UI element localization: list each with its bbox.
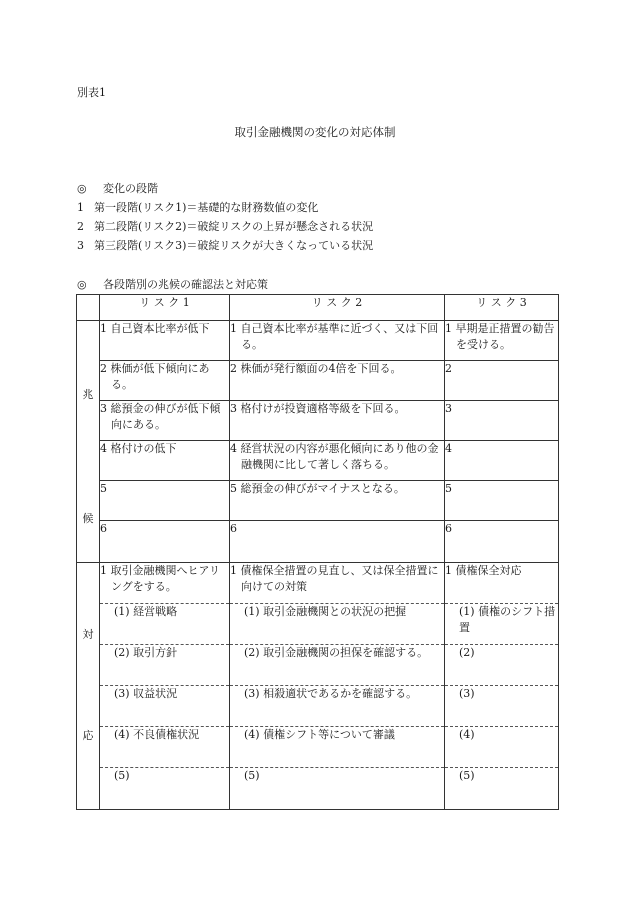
table-cell: 6 <box>100 521 230 563</box>
side-char: 候 <box>82 512 94 525</box>
stage-item <box>77 200 318 216</box>
risk-response-table <box>76 294 559 810</box>
appendix-label: 別表1 <box>77 86 106 99</box>
table-cell: 5 <box>445 481 559 521</box>
stage-number: 1 <box>77 201 84 214</box>
responses-section <box>77 563 559 810</box>
table-cell: (3) <box>445 686 559 727</box>
table-cell: 6 <box>445 521 559 563</box>
double-circle-icon: ◎ <box>77 278 87 291</box>
stage-item <box>77 219 373 235</box>
corner-cell <box>77 295 100 321</box>
table-cell: (5) <box>445 768 559 810</box>
section-measures-heading <box>77 277 268 293</box>
section-stages-heading <box>77 181 158 197</box>
header-risk1: リ ス ク 1 <box>100 295 230 321</box>
table-cell: (4) 不良債権状況 <box>100 727 230 768</box>
table-cell: (5) <box>100 768 230 810</box>
responses-side-label <box>77 563 100 810</box>
table-cell: 4 <box>445 441 559 481</box>
side-char: 兆 <box>82 388 94 401</box>
table-cell: 1 債権保全対応 <box>445 563 559 604</box>
double-circle-icon: ◎ <box>77 182 87 195</box>
section-heading-text: 各段階別の兆候の確認法と対応策 <box>103 278 268 291</box>
table-cell: (2) 取引方針 <box>100 645 230 686</box>
stage-text: 第一段階(リスク1)＝基礎的な財務数値の変化 <box>94 201 319 214</box>
stage-text: 第三段階(リスク3)＝破綻リスクが大きくなっている状況 <box>94 239 374 252</box>
stage-number: 2 <box>77 220 84 233</box>
section-heading-text: 変化の段階 <box>103 182 158 195</box>
table-cell: (3) 収益状況 <box>100 686 230 727</box>
header-risk3: リ ス ク 3 <box>445 295 559 321</box>
page-title: 取引金融機関の変化の対応体制 <box>234 125 396 139</box>
table-cell: 3 総預金の伸びが低下傾向にある。 <box>100 401 230 441</box>
table-cell: 2 株価が低下傾向にある。 <box>100 361 230 401</box>
table-cell: 3 <box>445 401 559 441</box>
table-cell: 5 総預金の伸びがマイナスとなる。 <box>230 481 445 521</box>
table-cell: (3) 相殺適状であるかを確認する。 <box>230 686 445 727</box>
side-char: 応 <box>82 729 94 742</box>
table-cell: 6 <box>230 521 445 563</box>
table-cell: (1) 債権のシフト措置 <box>445 604 559 645</box>
stage-item <box>77 238 373 254</box>
table-cell: 1 債権保全措置の見直し、又は保全措置に向けての対策 <box>230 563 445 604</box>
signs-side-label <box>77 321 100 563</box>
table-cell: 1 自己資本比率が基準に近づく、又は下回る。 <box>230 321 445 361</box>
table-cell: (1) 経営戦略 <box>100 604 230 645</box>
table-cell: (2) 取引金融機関の担保を確認する。 <box>230 645 445 686</box>
table-cell: 1 早期是正措置の勧告を受ける。 <box>445 321 559 361</box>
table-cell: 1 取引金融機関へヒアリングをする。 <box>100 563 230 604</box>
table-cell: 2 株価が発行額面の4倍を下回る。 <box>230 361 445 401</box>
table-cell: (5) <box>230 768 445 810</box>
table-cell: 1 自己資本比率が低下 <box>100 321 230 361</box>
table-cell: 3 格付けが投資適格等級を下回る。 <box>230 401 445 441</box>
table-cell: (1) 取引金融機関との状況の把握 <box>230 604 445 645</box>
signs-section <box>77 321 559 563</box>
table-cell: (4) 債権シフト等について審議 <box>230 727 445 768</box>
stage-text: 第二段階(リスク2)＝破綻リスクの上昇が懸念される状況 <box>94 220 374 233</box>
table-cell: 4 格付けの低下 <box>100 441 230 481</box>
stage-number: 3 <box>77 239 84 252</box>
table-cell: 4 経営状況の内容が悪化傾向にあり他の金融機関に比して著しく落ちる。 <box>230 441 445 481</box>
header-risk2: リ ス ク 2 <box>230 295 445 321</box>
table-cell: 5 <box>100 481 230 521</box>
side-char: 対 <box>82 628 94 641</box>
table-cell: (2) <box>445 645 559 686</box>
table-cell: 2 <box>445 361 559 401</box>
table-cell: (4) <box>445 727 559 768</box>
